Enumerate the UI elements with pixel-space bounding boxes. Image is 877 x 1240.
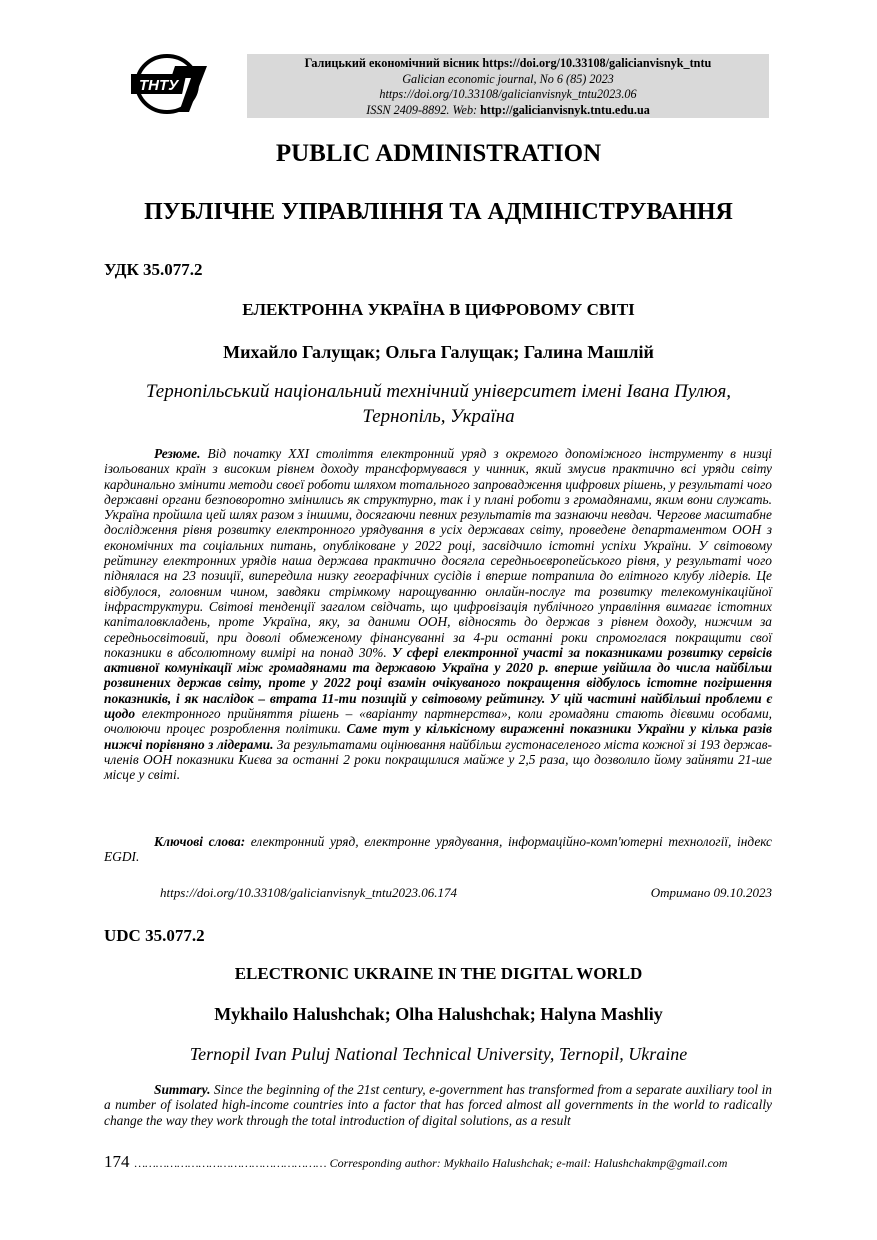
received-date: Отримано 09.10.2023 — [650, 885, 772, 900]
summary-text: Since the beginning of the 21st century, e-government has transformed from a separate auxiliary tool in a number of isolated high-income countries into a factor that has forced almost all governments in the world to radically change the way they work through the total introduction of digital solutions, as a result — [104, 1082, 772, 1128]
abstract-bold2: Саме тут у кількісному вираженні показники України у кілька разів нижчі порівняно з лідерами. — [104, 721, 772, 752]
authors-uk: Михайло Галущак; Ольга Галущак; Галина Машлій — [223, 342, 654, 362]
page-number: 174 — [104, 1152, 130, 1171]
abstract-label: Резюме. — [154, 446, 201, 461]
keywords-text: електронний уряд, електронне урядування, інформаційно-комп'ютерні технології, індекс EGDI. — [104, 834, 772, 865]
section-title-en: PUBLIC ADMINISTRATION — [275, 140, 602, 167]
affiliation-uk-line2: Тернопіль, Україна — [362, 406, 515, 427]
journal-logo — [131, 52, 211, 116]
journal-line: Галицький економічний вісник https://doi.org/10.33108/galicianvisnyk_tntu — [304, 56, 712, 70]
keywords-label: Ключові слова: — [154, 834, 246, 849]
abstract-uk — [104, 446, 772, 783]
authors-en: Mykhailo Halushchak; Olha Halushchak; Halyna Mashliy — [214, 1004, 663, 1024]
abstract-bold1: У сфері електронної участі за показниками розвитку сервісів активної комунікації між громадянами та державою Україна у 2020 р. вперше увійшла до числа найбільш розвинених держав світу, проте у 2022 році взамін очікуваного покращення відбулось істотне погіршення показників, і як наслідок – втрата 11-ти позицій у світовому рейтингу. У цій частині найбільші проблеми є щодо — [104, 644, 773, 722]
tntu-logo-icon — [131, 52, 211, 116]
affiliation-en: Ternopil Ivan Puluj National Technical University, Ternopil, Ukraine — [189, 1044, 688, 1064]
abstract-part1: Від початку XXI століття електронний уряд з окремого допоміжного інструменту в низці ізольованих країн з високим рівнем доходу трансформувався у чинник, який змусив практично всі уряди світу кардинально змінити методи своєї роботи шляхом тотального запровадження цифрових рішень, у результаті чого державні органи безповоротно змінились як структурно, так і у плані роботи з громадянами, яким вони служать. Україна пройшла цей шлях разом з іншими, досягаючи певних результатів та зазнаючи невдач. Чергове масштабне дослідження рівня розвитку електронного урядування в усіх державах світу, проведене департаментом ООН з економічних та соціальних питань, опубліковане у 2022 році, засвідчило істотні успіхи України. У світовому рейтингу електронних урядів наша держава практично досягла середньоєвропейського рівня, у результаті чого піднялася на 23 позиції, випередила низку географічних сусідів і вперше потрапила до елітного клубу лідерів. Це відбулося, головним чином, завдяки стрімкому нарощуванню онлайн-послуг та розвитку телекомунікаційної інфраструктури. Світові тенденції загалом свідчать, що цифровізація публічного управління вимагає істотних капіталовкладень, проте Україна, яку, за даними ООН, відносять до держав з рівнем доходу, нижчим за середньосвітовий, при доволі обмеженому фінансуванні за 4-ри останні роки спромоглася покращити свої показники в абсолютному вимірі на понад 30%. — [104, 446, 772, 660]
issn: ISSN 2409-8892. Web: — [366, 102, 478, 117]
journal-header — [247, 54, 769, 118]
page-footer — [104, 1152, 772, 1172]
article-title-en: ELECTRONIC UKRAINE IN THE DIGITAL WORLD — [234, 964, 643, 983]
journal-doi: https://doi.org/10.33108/galicianvisnyk_tntu2023.06 — [379, 87, 637, 101]
keywords-uk — [104, 834, 772, 865]
abstract-part3: За результатами оцінювання найбільш густонаселеного міста кожної зі 193 держав-членів ООН показники Києва за останні 2 роки покращилися майже у 2,5 раза, що дозволило йому зайняти 21-ше місце у світі. — [104, 736, 772, 783]
corresponding-author: Corresponding author: Mykhailo Halushchak; e-mail: Halushchakmp@gmail.com — [326, 1156, 728, 1170]
journal-web-link[interactable]: http://galicianvisnyk.tntu.edu.ua — [480, 102, 650, 117]
udk-code: УДК 35.077.2 — [104, 260, 203, 279]
section-title-uk: ПУБЛІЧНЕ УПРАВЛІННЯ ТА АДМІНІСТРУВАННЯ — [144, 199, 733, 225]
udc-code: UDC 35.077.2 — [104, 926, 205, 945]
abstract-part2: електронного прийняття рішень – «варіанту партнерства», коли громадяни стають дієвими особами, очолюючи процес розроблення політики. — [104, 706, 772, 737]
summary-label: Summary. — [154, 1082, 211, 1097]
footer-dots: ……………………………………………… — [134, 1156, 327, 1170]
summary-en — [104, 1082, 772, 1128]
affiliation-uk — [100, 379, 777, 429]
article-title-uk: ЕЛЕКТРОННА УКРАЇНА В ЦИФРОВОМУ СВІТІ — [242, 300, 635, 319]
article-doi[interactable]: https://doi.org/10.33108/galicianvisnyk_tntu2023.06.174 — [160, 885, 458, 900]
svg-text:ТНТУ: ТНТУ — [139, 77, 179, 94]
journal-en: Galician economic journal, No 6 (85) 2023 — [402, 71, 614, 86]
affiliation-uk-line1: Тернопільський національний технічний університет імені Івана Пулюя, — [145, 381, 732, 402]
